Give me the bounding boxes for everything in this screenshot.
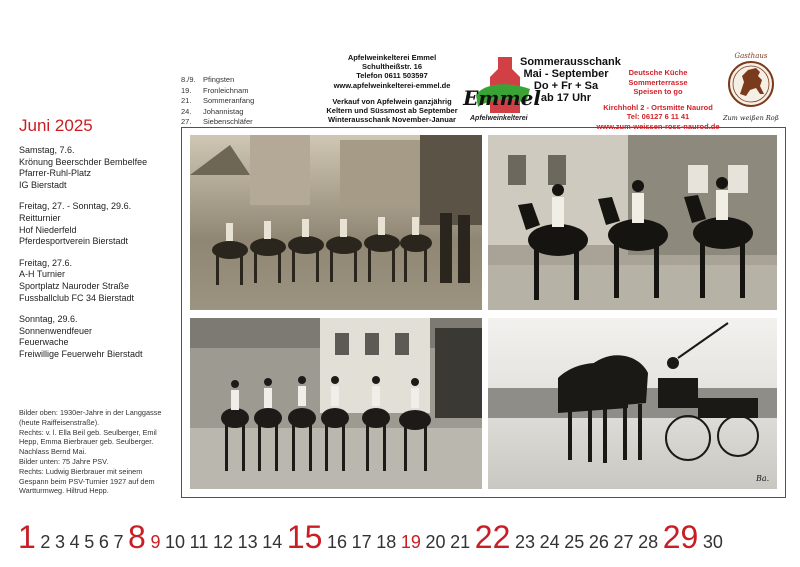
month-title: Juni 2025	[19, 116, 93, 135]
day-strip	[18, 518, 728, 558]
photo-carriage	[488, 318, 777, 489]
emmel-logo-sub: Apfelweinkelterei	[470, 115, 528, 122]
holiday-row: 27. Siebenschläfer	[181, 117, 253, 126]
day-number: 21	[450, 532, 471, 552]
gasthaus-logo-bottom: Zum weißen Roß	[722, 114, 780, 122]
day-number: 1	[18, 519, 36, 555]
day-number: 3	[55, 532, 66, 552]
event-item: Freitag, 27.6. A-H Turnier Sportplatz Nauroder Straße Fussballclub FC 34 Bierstadt	[19, 257, 135, 303]
day-number: 10	[165, 532, 186, 552]
day-number: 15	[286, 519, 323, 555]
day-number: 23	[514, 532, 535, 552]
day-number: 5	[84, 532, 95, 552]
day-number: 17	[351, 532, 372, 552]
event-item: Freitag, 27. - Sonntag, 29.6. Reitturnier Hof Niederfeld Pferdesportverein Bierstadt	[19, 201, 132, 247]
day-number: 27	[613, 532, 634, 552]
emmel-ad-text: Apfelweinkelterei Emmel Schultheißstr. 16 Telefon 0611 503597 www.apfelweinkelterei-emmel.de Verkauf von Apfelwein ganzjährig Keltern und Süssmost ab September Winterausschank November-Januar	[326, 53, 458, 125]
photo-signature: Ba.	[756, 474, 770, 483]
day-number: 30	[702, 532, 723, 552]
day-number: 7	[113, 532, 124, 552]
day-number: 25	[564, 532, 585, 552]
photo-riders-closeup	[488, 135, 777, 310]
holiday-row: 24. Johannistag	[181, 106, 244, 116]
event-item: Sonntag, 29.6. Sonnenwendfeuer Feuerwache Freiwillige Feuerwehr Bierstadt	[19, 314, 143, 359]
day-number: 8	[128, 519, 146, 555]
gasthaus-logo-top: Gasthaus	[734, 52, 768, 60]
day-number: 20	[425, 532, 446, 552]
photo-credits: Bilder oben: 1930er-Jahre in der Langgasse (heute Raiffeisenstraße). Rechts: v. l. Ella Beil geb. Seulberger, Emil Hepp, Emma Bierbrauer geb. Seulberger. Nachlass Bernd Mai. Bilder unten: 75 Jahre PSV. Rechts: Ludwig Bierbrauer mit seinem Gespann beim PSV-Turnier 1927 auf dem Wartturmweg. Hiltrud Hepp.	[19, 408, 162, 496]
photo-frame	[181, 127, 786, 498]
holiday-row: 19. Fronleichnam	[181, 85, 249, 95]
day-number: 29	[662, 519, 699, 555]
photo-riders-street	[190, 135, 482, 310]
day-number: 14	[262, 532, 283, 552]
holiday-row: 8./9. Pfingsten	[181, 75, 235, 84]
day-number: 9	[150, 532, 161, 552]
day-number: 19	[400, 532, 421, 552]
photo-riders-house	[190, 318, 482, 489]
holiday-list	[181, 75, 254, 128]
day-number: 22	[474, 519, 511, 555]
emmel-schedule: Sommerausschank Mai - September Do + Fr + Sa ab 17 Uhr	[520, 56, 621, 104]
day-number: 11	[189, 532, 209, 552]
day-number: 16	[327, 532, 348, 552]
event-list	[19, 145, 179, 371]
gasthaus-ad-text: Deutsche Küche Sommerterrasse Speisen to go Kirchhohl 2 - Ortsmitte Naurod Tel: 06127 6 11 41 www.zum-weissen-ross-naurod.de	[596, 68, 720, 131]
gasthaus-horse-logo	[722, 50, 780, 124]
holiday-row: 21. Sommeranfang	[181, 96, 255, 105]
day-number: 2	[40, 532, 51, 552]
day-number: 12	[212, 532, 233, 552]
day-number: 13	[237, 532, 258, 552]
day-number: 6	[98, 532, 109, 552]
event-item: Samstag, 7.6. Krönung Beerschder Bembelfee Pfarrer-Ruhl-Platz IG Bierstadt	[19, 145, 148, 190]
day-number: 18	[376, 532, 397, 552]
day-number: 4	[69, 532, 80, 552]
emmel-logo-text: Emmel	[463, 86, 541, 110]
day-number: 28	[638, 532, 659, 552]
day-number: 26	[588, 532, 609, 552]
day-number: 24	[539, 532, 560, 552]
